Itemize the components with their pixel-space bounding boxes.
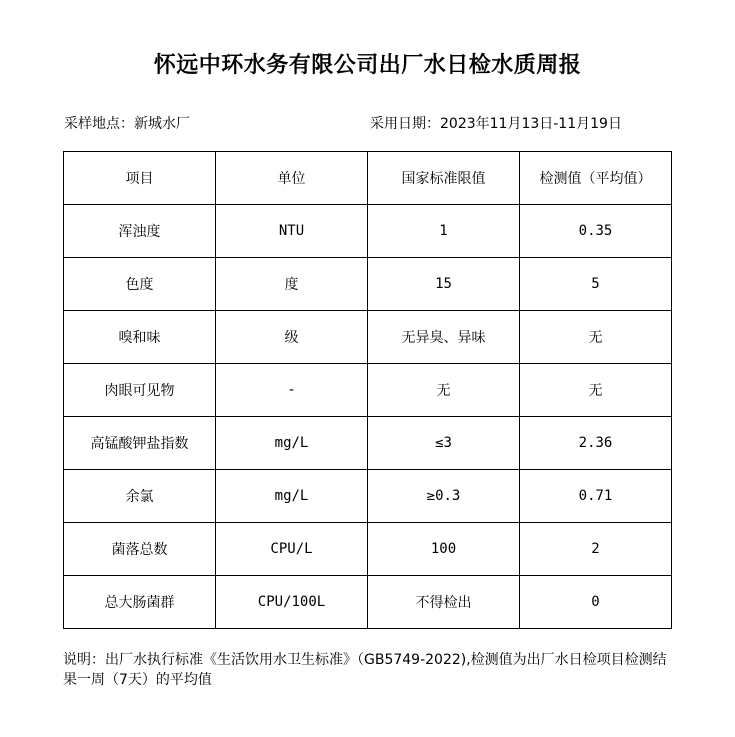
- table-header-row: [64, 152, 672, 205]
- row-unit: mg/L: [216, 470, 368, 523]
- table-row: [64, 311, 672, 364]
- table-row: [64, 576, 672, 629]
- table-row: [64, 258, 672, 311]
- row-limit: ≥0.3: [368, 470, 520, 523]
- row-unit: mg/L: [216, 417, 368, 470]
- row-limit: 不得检出: [368, 576, 520, 629]
- row-value: 5: [520, 258, 672, 311]
- report-title: 怀远中环水务有限公司出厂水日检水质周报: [153, 53, 582, 78]
- row-unit: -: [216, 364, 368, 417]
- header-unit: 单位: [216, 152, 368, 205]
- row-value: 2: [520, 523, 672, 576]
- table-row: [64, 205, 672, 258]
- sampling-date-range: 采用日期：2023年11月13日-11月19日: [370, 116, 622, 132]
- row-limit: ≤3: [368, 417, 520, 470]
- row-value: 无: [520, 311, 672, 364]
- row-item: 余氯: [64, 470, 216, 523]
- row-limit: 1: [368, 205, 520, 258]
- row-item: 菌落总数: [64, 523, 216, 576]
- row-limit: 100: [368, 523, 520, 576]
- row-unit: 级: [216, 311, 368, 364]
- row-item: 浑浊度: [64, 205, 216, 258]
- row-limit: 15: [368, 258, 520, 311]
- header-measured-average: 检测值（平均值）: [520, 152, 672, 205]
- water-quality-table: [63, 151, 672, 629]
- table-row: [64, 364, 672, 417]
- table-row: [64, 470, 672, 523]
- row-limit: 无: [368, 364, 520, 417]
- row-item: 嗅和味: [64, 311, 216, 364]
- row-unit: 度: [216, 258, 368, 311]
- table-row: [64, 417, 672, 470]
- row-item: 高锰酸钾盐指数: [64, 417, 216, 470]
- row-value: 0.35: [520, 205, 672, 258]
- row-item: 色度: [64, 258, 216, 311]
- row-value: 0: [520, 576, 672, 629]
- row-item: 总大肠菌群: [64, 576, 216, 629]
- row-unit: CPU/L: [216, 523, 368, 576]
- row-value: 无: [520, 364, 672, 417]
- row-value: 2.36: [520, 417, 672, 470]
- row-unit: NTU: [216, 205, 368, 258]
- row-item: 肉眼可见物: [64, 364, 216, 417]
- sampling-location: 采样地点：新城水厂: [64, 116, 190, 132]
- row-unit: CPU/100L: [216, 576, 368, 629]
- row-value: 0.71: [520, 470, 672, 523]
- header-item: 项目: [64, 152, 216, 205]
- row-limit: 无异臭、异味: [368, 311, 520, 364]
- table-row: [64, 523, 672, 576]
- header-national-limit: 国家标准限值: [368, 152, 520, 205]
- report-note: 说明：出厂水执行标准《生活饮用水卫生标准》（GB5749-2022),检测值为出厂水日检项目检测结果一周（7天）的平均值: [63, 652, 667, 688]
